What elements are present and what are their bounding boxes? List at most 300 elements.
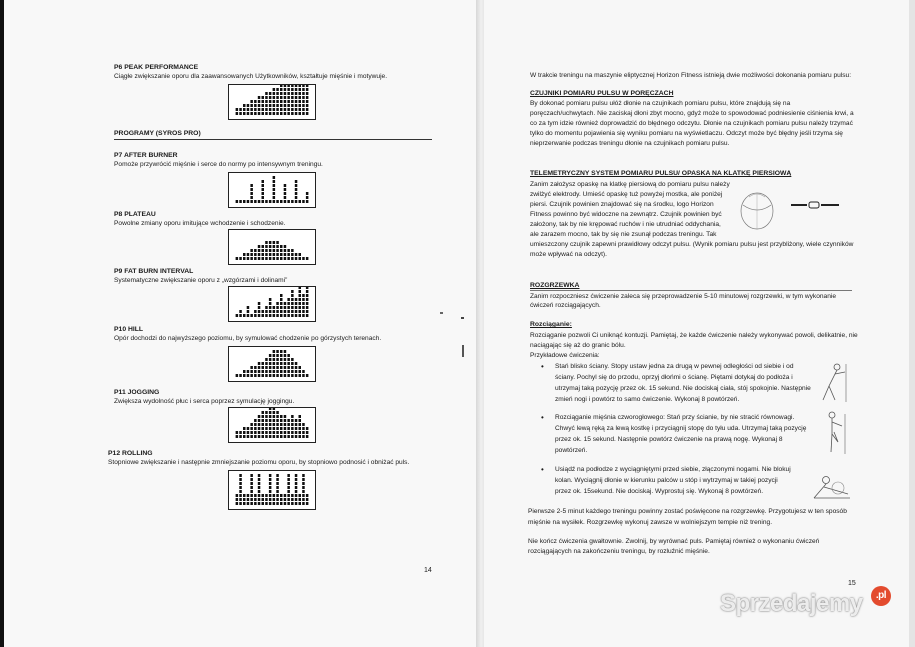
p9-bar-segment [254, 310, 257, 313]
p12-bar-segment [236, 494, 239, 497]
p6-bar-segment [250, 112, 253, 115]
p11-bar-segment [295, 435, 298, 438]
p8-title: P8 PLATEAU [114, 211, 156, 218]
p6-bar-segment [291, 96, 294, 99]
p8-bar-segment [284, 257, 287, 260]
p12-bar-segment [254, 494, 257, 497]
p10-bar-segment [291, 370, 294, 373]
p6-bar-segment [306, 100, 309, 103]
p11-bar-segment [302, 427, 305, 430]
p8-bar-segment [236, 257, 239, 260]
p10-bar-segment [247, 370, 250, 373]
p6-bar-segment [287, 96, 290, 99]
p6-bar-segment [258, 96, 261, 99]
p11-bar-segment [276, 415, 279, 418]
p7-desc: Pomoże przywrócić mięśnie i serce do normy po intensywnym treningu. [114, 161, 323, 168]
p6-bar-segment [295, 92, 298, 95]
p11-bar-segment [299, 427, 302, 430]
p10-bar-segment [258, 362, 261, 365]
grips-line: nieprzerwanie podczas treningu dłonie na czujnikach pomiaru pulsu. [530, 140, 730, 147]
telemetry-line: umieszczony czujnik zapewni prawidłowy odczyt pulsu. (Wynik pomiaru pulsu jest przybliżony, wiele czynników [530, 241, 854, 248]
p8-bar-segment [287, 249, 290, 252]
p7-bar-segment [247, 200, 250, 203]
p12-bar-segment [276, 494, 279, 497]
p9-bar-segment [269, 302, 272, 305]
stretch-line: Przykładowe ćwiczenia: [530, 352, 600, 359]
p11-bar-segment [262, 435, 265, 438]
p10-bar-segment [284, 366, 287, 369]
p6-bar-segment [276, 104, 279, 107]
p6-bar-segment [280, 104, 283, 107]
grips-line: poręczach/uchwytach. Nie zaciskaj dłoni zbyt mocno, gdyż może to spowodować podniesienie ciśnienia krwi, a [530, 110, 854, 117]
p6-bar-segment [291, 85, 294, 87]
p11-bar-segment [291, 435, 294, 438]
p12-bar-segment [287, 498, 290, 501]
warmup-line: ćwiczeń rozciągających. [530, 302, 601, 309]
p6-bar-segment [280, 88, 283, 91]
p10-bar-segment [284, 358, 287, 361]
p11-bar-segment [280, 419, 283, 422]
p9-bar-segment [247, 314, 250, 317]
p11-bar-segment [236, 431, 239, 434]
p10-bar-segment [291, 374, 294, 377]
p12-bar-segment [269, 490, 272, 493]
p11-bar-segment [269, 408, 272, 410]
p11-bar-segment [243, 431, 246, 434]
p11-bar-segment [276, 411, 279, 414]
p6-bar-segment [273, 108, 276, 111]
p6-bar-segment [280, 92, 283, 95]
p6-bar-segment [258, 112, 261, 115]
p12-bar-segment [291, 498, 294, 501]
p10-bar-segment [262, 374, 265, 377]
p11-bar-segment [299, 415, 302, 418]
telemetry-line: ale zarazem mocno, tak by się nie zsunął podczas treningu. Tak [530, 231, 717, 238]
p9-bar-segment [265, 306, 268, 309]
p6-bar-segment [243, 104, 246, 107]
p6-bar-segment [250, 108, 253, 111]
closing-line: mięśnie na wysiłek. Rozgrzewkę wykonuj zawsze w wolniejszym tempie niż trening. [528, 519, 773, 526]
p8-bar-segment [280, 245, 283, 248]
p11-bar-segment [280, 431, 283, 434]
p6-bar-segment [299, 108, 302, 111]
p11-bar-segment [265, 431, 268, 434]
p7-bar-segment [287, 200, 290, 203]
p6-bar-segment [302, 100, 305, 103]
telemetry-line: założony, tak by nie krępować ruchów i nie utrudniać oddychania, [530, 221, 721, 228]
exercise-1-line: Stań blisko ściany. Stopy ustaw jedna za drugą w pewnej odległości od siebie i od [555, 363, 794, 370]
exercise-3-line: Usiądź na podłodze z wyciągniętymi przed siebie, złączonymi nogami. Nie blokuj [555, 466, 791, 473]
p11-bar-segment [247, 427, 250, 430]
p6-bar-segment [269, 104, 272, 107]
p11-bar-segment [269, 427, 272, 430]
p8-bar-segment [254, 257, 257, 260]
p6-bar-segment [280, 112, 283, 115]
scan-speck [440, 312, 443, 314]
p6-bar-segment [306, 112, 309, 115]
p11-bar-segment [250, 435, 253, 438]
p10-bar-segment [258, 366, 261, 369]
p12-profile-bars [229, 471, 315, 509]
p12-bar-segment [269, 486, 272, 489]
p7-bar-segment [306, 200, 309, 203]
p6-bar-segment [280, 100, 283, 103]
page-number-left: 14 [424, 567, 432, 574]
p12-bar-segment [269, 474, 272, 477]
p10-bar-segment [276, 354, 279, 357]
p11-bar-segment [265, 427, 268, 430]
p12-bar-segment [280, 502, 283, 505]
p12-bar-segment [287, 494, 290, 497]
p7-profile-bars [229, 173, 315, 207]
p7-bar-segment [284, 184, 287, 187]
p7-bar-segment [295, 200, 298, 203]
p9-bar-segment [306, 287, 309, 289]
p6-bar-segment [295, 88, 298, 91]
stretch-line: Rozciąganie pozwoli Ci uniknąć kontuzji. Pamiętaj, że każde ćwiczenie należy wykonywać powoli, delikatnie, nie [530, 332, 858, 339]
p8-bar-segment [262, 245, 265, 248]
p10-desc: Opór dochodzi do najwyższego poziomu, by symulować chodzenie po górzystych terenach. [114, 335, 382, 342]
p7-bar-segment [250, 200, 253, 203]
p8-bar-segment [273, 257, 276, 260]
p12-bar-segment [302, 482, 305, 485]
p10-bar-segment [284, 370, 287, 373]
p12-bar-segment [269, 482, 272, 485]
p12-bar-segment [295, 502, 298, 505]
p12-bar-segment [236, 502, 239, 505]
chest-strap-illustration [735, 187, 850, 242]
p11-bar-segment [299, 423, 302, 426]
p10-bar-segment [284, 374, 287, 377]
p9-bar-segment [273, 310, 276, 313]
p6-bar-segment [295, 100, 298, 103]
p8-bar-segment [273, 241, 276, 244]
p12-bar-segment [299, 502, 302, 505]
p10-bar-segment [280, 362, 283, 365]
p11-bar-segment [236, 435, 239, 438]
p12-bar-segment [299, 494, 302, 497]
closing-line: rozciągających na zakończeniu treningu, by rozluźnić mięśnie. [528, 548, 710, 555]
p9-bar-segment [299, 314, 302, 317]
p8-bar-segment [276, 253, 279, 256]
p10-bar-segment [265, 370, 268, 373]
p7-bar-segment [280, 200, 283, 203]
p9-bar-segment [280, 310, 283, 313]
p12-bar-segment [276, 474, 279, 477]
p6-bar-segment [273, 112, 276, 115]
p6-bar-segment [287, 100, 290, 103]
p9-bar-segment [273, 314, 276, 317]
p11-bar-segment [254, 419, 257, 422]
p6-bar-segment [302, 108, 305, 111]
p11-bar-segment [265, 435, 268, 438]
p8-bar-segment [280, 257, 283, 260]
p10-bar-segment [291, 362, 294, 365]
p9-bar-segment [236, 314, 239, 317]
p12-bar-segment [239, 478, 242, 481]
p10-bar-segment [269, 354, 272, 357]
telemetry-line: zwilżyć elektrody. Umieść opaskę tuż powyżej mostka, ale poniżej [530, 191, 723, 198]
p9-bar-segment [287, 302, 290, 305]
p12-bar-segment [302, 478, 305, 481]
p8-bar-segment [258, 245, 261, 248]
p11-bar-segment [280, 423, 283, 426]
p11-bar-segment [276, 435, 279, 438]
p12-bar-segment [287, 474, 290, 477]
p12-bar-segment [276, 502, 279, 505]
p12-bar-segment [258, 498, 261, 501]
p6-bar-segment [276, 112, 279, 115]
p12-bar-segment [265, 502, 268, 505]
p9-bar-segment [291, 290, 294, 293]
p9-bar-segment [258, 310, 261, 313]
p11-bar-segment [273, 408, 276, 410]
p10-bar-segment [265, 362, 268, 365]
p6-bar-segment [284, 85, 287, 87]
p6-bar-segment [291, 100, 294, 103]
p12-bar-segment [287, 478, 290, 481]
p6-bar-segment [273, 88, 276, 91]
p9-bar-segment [280, 306, 283, 309]
p6-bar-segment [287, 104, 290, 107]
p7-bar-segment [243, 200, 246, 203]
p9-bar-segment [287, 298, 290, 301]
p12-bar-segment [258, 490, 261, 493]
p12-bar-segment [262, 502, 265, 505]
p8-bar-segment [269, 245, 272, 248]
p9-bar-segment [302, 294, 305, 297]
p11-bar-segment [287, 431, 290, 434]
p6-bar-segment [291, 88, 294, 91]
p7-bar-segment [273, 188, 276, 191]
p11-bar-segment [306, 435, 309, 438]
p9-bar-segment [280, 298, 283, 301]
p10-bar-segment [265, 358, 268, 361]
p11-profile-chart [228, 407, 316, 443]
p10-bar-segment [302, 374, 305, 377]
exercise-2-line: Rozciąganie mięśnia czworogłowego: Stań przy ścianie, by nie stracić równowagi. [555, 414, 795, 421]
p8-bar-segment [295, 257, 298, 260]
p10-bar-segment [273, 370, 276, 373]
p8-bar-segment [276, 257, 279, 260]
p12-bar-segment [299, 498, 302, 501]
p10-profile-bars [229, 347, 315, 381]
p12-bar-segment [250, 478, 253, 481]
p7-bar-segment [273, 184, 276, 187]
p6-bar-segment [265, 100, 268, 103]
p12-bar-segment [258, 482, 261, 485]
p11-bar-segment [265, 419, 268, 422]
p6-bar-segment [280, 108, 283, 111]
p12-bar-segment [239, 498, 242, 501]
p9-bar-segment [306, 290, 309, 293]
p12-bar-segment [269, 498, 272, 501]
p7-bar-segment [306, 192, 309, 195]
telemetry-line: Zanim założysz opaskę na klatkę piersiową do pomiaru pulsu należy [530, 181, 730, 188]
p11-bar-segment [306, 431, 309, 434]
p9-bar-segment [262, 310, 265, 313]
p12-bar-segment [280, 498, 283, 501]
p9-bar-segment [265, 310, 268, 313]
p8-bar-segment [291, 257, 294, 260]
p10-bar-segment [262, 370, 265, 373]
p9-bar-segment [299, 294, 302, 297]
warmup-title: ROZGRZEWKA [530, 282, 580, 289]
p12-bar-segment [284, 498, 287, 501]
p7-bar-segment [299, 200, 302, 203]
p8-bar-segment [258, 249, 261, 252]
telemetry-title: TELEMETRYCZNY SYSTEM POMIARU PULSU/ OPASKA NA KLATKĘ PIERSIOWĄ [530, 170, 792, 177]
p9-bar-segment [291, 298, 294, 301]
bullet: • [541, 362, 544, 371]
p6-bar-segment [273, 100, 276, 103]
p11-bar-segment [291, 423, 294, 426]
p9-bar-segment [284, 302, 287, 305]
p11-bar-segment [276, 423, 279, 426]
p10-bar-segment [243, 374, 246, 377]
p10-bar-segment [258, 374, 261, 377]
p11-bar-segment [243, 427, 246, 430]
exercise-2-line: Chwyć lewą ręką za lewą kostkę i przyciągnij stopę do tyłu uda. Utrzymaj taką pozycję [555, 425, 807, 432]
p12-bar-segment [287, 486, 290, 489]
p8-bar-segment [243, 257, 246, 260]
p8-bar-segment [247, 253, 250, 256]
p10-bar-segment [269, 362, 272, 365]
p10-bar-segment [254, 374, 257, 377]
p12-bar-segment [306, 494, 309, 497]
p10-bar-segment [247, 374, 250, 377]
p6-bar-segment [262, 100, 265, 103]
p6-bar-segment [262, 112, 265, 115]
p12-bar-segment [239, 502, 242, 505]
p12-profile-chart [228, 470, 316, 510]
p6-bar-segment [262, 104, 265, 107]
p6-bar-segment [306, 96, 309, 99]
p11-bar-segment [273, 423, 276, 426]
p8-bar-segment [254, 253, 257, 256]
p6-bar-segment [250, 104, 253, 107]
p7-bar-segment [265, 200, 268, 203]
p11-bar-segment [291, 419, 294, 422]
p12-bar-segment [250, 486, 253, 489]
p9-bar-segment [276, 306, 279, 309]
p6-bar-segment [262, 96, 265, 99]
p10-bar-segment [236, 374, 239, 377]
p11-bar-segment [276, 431, 279, 434]
watermark-logo [720, 590, 887, 618]
p6-bar-segment [269, 96, 272, 99]
p10-bar-segment [284, 354, 287, 357]
p9-bar-segment [276, 314, 279, 317]
p12-bar-segment [243, 494, 246, 497]
p11-bar-segment [265, 411, 268, 414]
p6-bar-segment [306, 85, 309, 87]
p11-bar-segment [295, 419, 298, 422]
p11-bar-segment [287, 419, 290, 422]
p10-bar-segment [250, 370, 253, 373]
exercise-2-line: przez ok. 15 sekund. Następnie powtórz ćwiczenie na prawą nogę. Wykonaj 8 [555, 436, 783, 443]
p12-bar-segment [239, 482, 242, 485]
p10-bar-segment [273, 354, 276, 357]
p11-bar-segment [291, 431, 294, 434]
grips-title: CZUJNIKI POMIARU PULSU W PORĘCZACH [530, 90, 674, 97]
p10-bar-segment [273, 366, 276, 369]
p10-bar-segment [280, 350, 283, 353]
p11-bar-segment [247, 431, 250, 434]
p9-profile-chart [228, 286, 316, 322]
p6-bar-segment [236, 112, 239, 115]
p10-bar-segment [273, 350, 276, 353]
p11-bar-segment [273, 435, 276, 438]
p11-bar-segment [287, 423, 290, 426]
p7-bar-segment [250, 196, 253, 199]
p6-bar-segment [273, 96, 276, 99]
p6-bar-segment [287, 112, 290, 115]
p9-bar-segment [295, 310, 298, 313]
p7-title: P7 AFTER BURNER [114, 152, 178, 159]
p6-bar-segment [243, 112, 246, 115]
p9-bar-segment [265, 314, 268, 317]
p6-bar-segment [306, 104, 309, 107]
p11-bar-segment [287, 435, 290, 438]
p9-bar-segment [295, 302, 298, 305]
p11-bar-segment [262, 415, 265, 418]
p12-bar-segment [295, 478, 298, 481]
p8-bar-segment [262, 253, 265, 256]
p9-bar-segment [306, 306, 309, 309]
p12-bar-segment [306, 502, 309, 505]
p11-bar-segment [287, 427, 290, 430]
p11-bar-segment [250, 431, 253, 434]
p6-bar-segment [265, 92, 268, 95]
p11-bar-segment [254, 431, 257, 434]
p8-bar-segment [306, 257, 309, 260]
exercise-2-line: powtórzeń. [555, 447, 588, 454]
p6-bar-segment [254, 104, 257, 107]
p12-bar-segment [295, 498, 298, 501]
p12-bar-segment [243, 498, 246, 501]
p12-bar-segment [236, 498, 239, 501]
p9-bar-segment [295, 314, 298, 317]
p6-bar-segment [287, 85, 290, 87]
p9-bar-segment [269, 310, 272, 313]
p6-bar-segment [295, 104, 298, 107]
p11-bar-segment [265, 423, 268, 426]
p6-bar-segment [299, 88, 302, 91]
p8-bar-segment [287, 257, 290, 260]
p6-bar-segment [276, 92, 279, 95]
p8-bar-segment [280, 249, 283, 252]
p9-bar-segment [273, 306, 276, 309]
p10-bar-segment [280, 354, 283, 357]
p9-bar-segment [302, 306, 305, 309]
p11-bar-segment [258, 427, 261, 430]
p9-bar-segment [295, 306, 298, 309]
p9-bar-segment [299, 287, 302, 289]
p12-bar-segment [239, 494, 242, 497]
p11-bar-segment [276, 427, 279, 430]
p6-bar-segment [306, 88, 309, 91]
p9-bar-segment [299, 306, 302, 309]
p7-bar-segment [258, 200, 261, 203]
p12-bar-segment [258, 502, 261, 505]
p9-bar-segment [243, 314, 246, 317]
p8-bar-segment [269, 249, 272, 252]
p8-bar-segment [284, 245, 287, 248]
p9-bar-segment [302, 310, 305, 313]
p6-bar-segment [291, 104, 294, 107]
p11-bar-segment [284, 419, 287, 422]
